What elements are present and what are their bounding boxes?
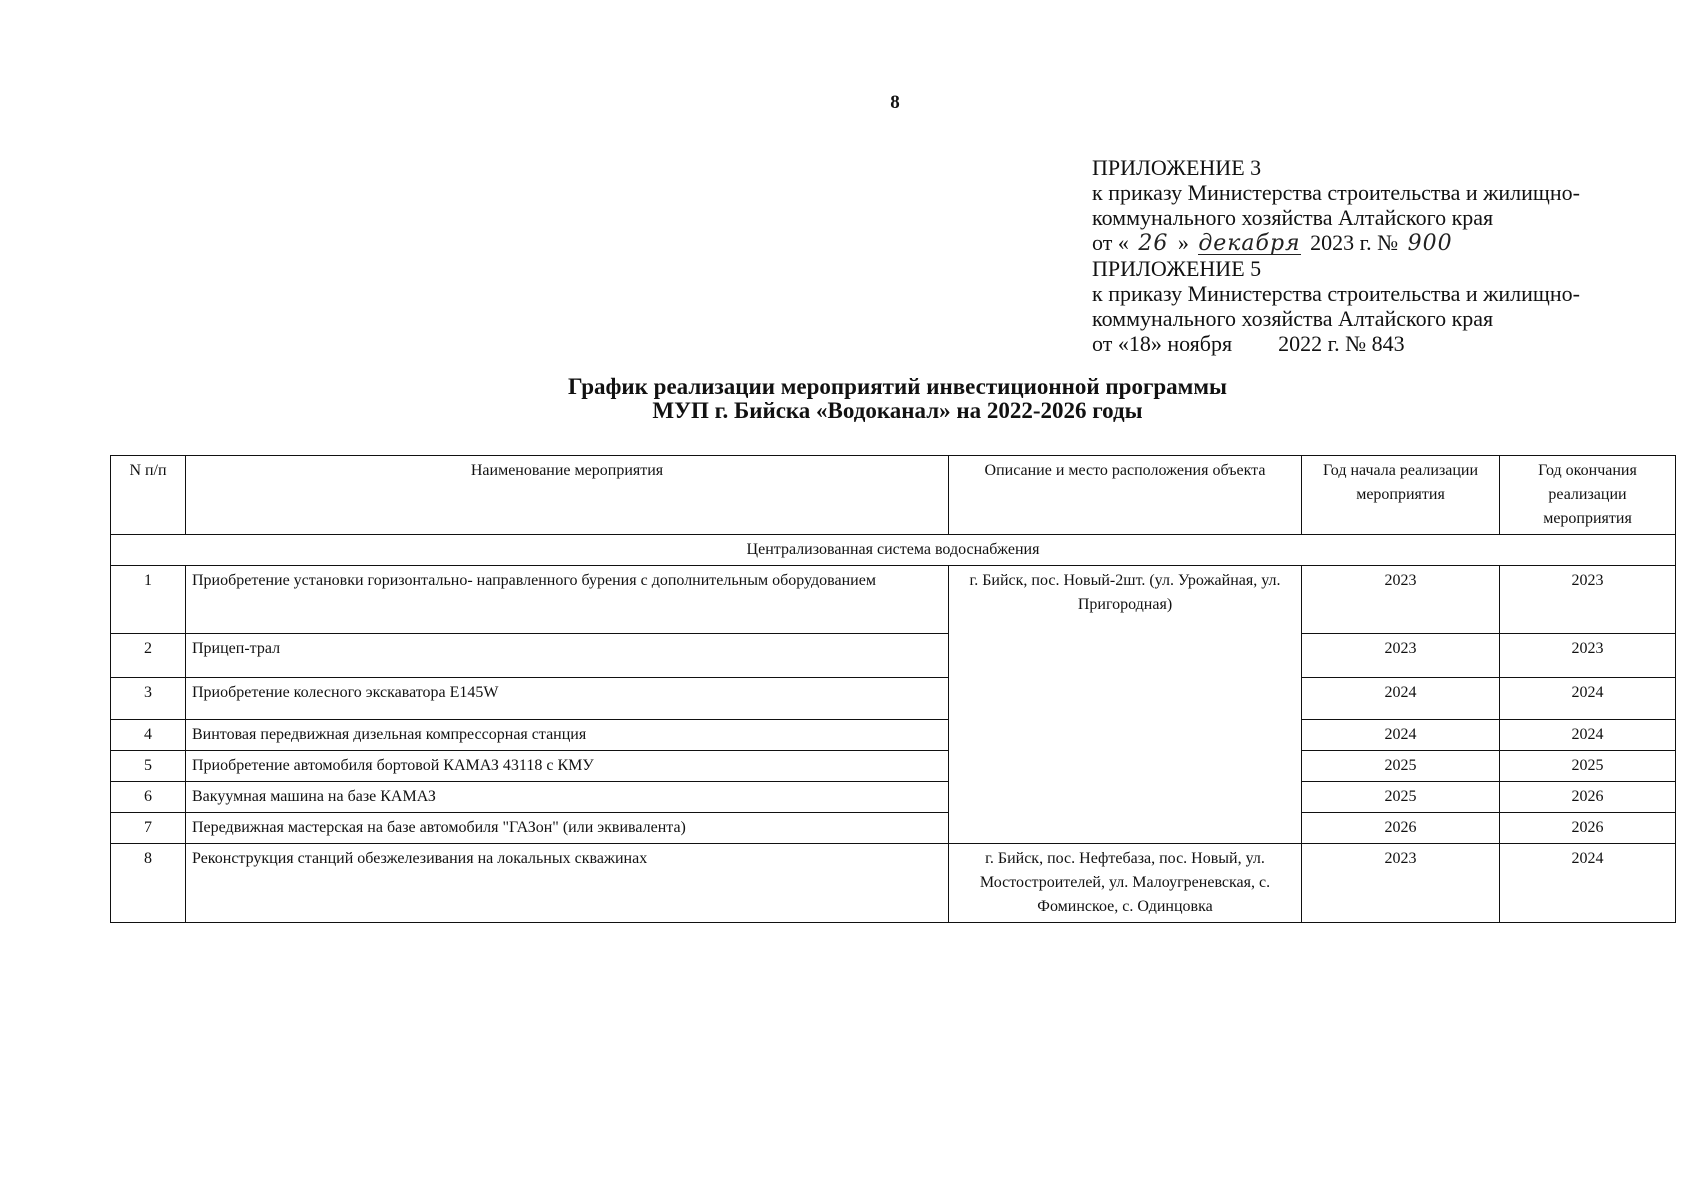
row-start-year: 2024 [1302, 678, 1500, 720]
appendix-3-month-handwritten: декабря [1198, 231, 1301, 256]
appendix-5-order: к приказу Министерства строительства и жилищно- [1092, 281, 1580, 306]
row-start-year: 2025 [1302, 782, 1500, 813]
row-desc-group-1: г. Бийск, пос. Новый-2шт. (ул. Урожайная, ул. Пригородная) [949, 566, 1302, 844]
row-name: Прицеп-трал [186, 634, 949, 678]
appendix-3-order-cont: коммунального хозяйства Алтайского края [1092, 205, 1494, 230]
row-start-year: 2026 [1302, 813, 1500, 844]
appendix-5-date [1092, 331, 1682, 356]
row-num: 7 [111, 813, 186, 844]
row-end-year: 2024 [1500, 720, 1676, 751]
row-name: Приобретение установки горизонтально- направленного бурения с дополнительным оборудованием [186, 566, 949, 634]
row-start-year: 2023 [1302, 566, 1500, 634]
table-row [111, 751, 1676, 782]
table-row [111, 844, 1676, 923]
header-num: N п/п [111, 456, 186, 535]
table-row [111, 634, 1676, 678]
title-line-1: График реализации мероприятий инвестиционной программы [568, 374, 1227, 399]
row-start-year: 2024 [1302, 720, 1500, 751]
appendix-3-day-handwritten: 26 [1138, 231, 1169, 256]
appendix-5-year: 2022 г. № 843 [1278, 331, 1405, 356]
appendix-3-number-handwritten: 900 [1407, 231, 1453, 256]
row-desc-group-2: г. Бийск, пос. Нефтебаза, пос. Новый, ул. Мостостроителей, ул. Малоугреневская, с. Фоминское, с. Одинцовка [949, 844, 1302, 923]
row-name: Винтовая передвижная дизельная компрессорная станция [186, 720, 949, 751]
appendix-3-date-prefix: от « [1092, 230, 1129, 255]
header-end-year: Год окончания реализации мероприятия [1500, 456, 1676, 535]
row-num: 3 [111, 678, 186, 720]
appendix-3-year: 2023 г. № [1310, 230, 1399, 255]
row-num: 1 [111, 566, 186, 634]
document-title [0, 375, 1697, 423]
row-num: 8 [111, 844, 186, 923]
schedule-table [110, 455, 1676, 923]
appendix-3-order: к приказу Министерства строительства и жилищно- [1092, 180, 1580, 205]
row-end-year: 2026 [1500, 813, 1676, 844]
row-name: Приобретение автомобиля бортовой КАМАЗ 43118 с КМУ [186, 751, 949, 782]
row-start-year: 2025 [1302, 751, 1500, 782]
appendix-3-title: ПРИЛОЖЕНИЕ 3 [1092, 155, 1262, 180]
appendix-3-date [1092, 230, 1682, 256]
row-end-year: 2023 [1500, 566, 1676, 634]
header-desc: Описание и место расположения объекта [949, 456, 1302, 535]
row-end-year: 2023 [1500, 634, 1676, 678]
row-num: 4 [111, 720, 186, 751]
table-header-row [111, 456, 1676, 535]
table-row [111, 813, 1676, 844]
row-name: Передвижная мастерская на базе автомобиля "ГАЗон" (или эквивалента) [186, 813, 949, 844]
row-start-year: 2023 [1302, 844, 1500, 923]
table-row [111, 678, 1676, 720]
section-row [111, 535, 1676, 566]
title-line-2: МУП г. Бийска «Водоканал» на 2022-2026 годы [652, 398, 1143, 423]
appendix-5-order-cont: коммунального хозяйства Алтайского края [1092, 306, 1494, 331]
appendix-3-date-mid: » [1177, 230, 1189, 255]
row-num: 6 [111, 782, 186, 813]
appendix-block [1092, 155, 1682, 356]
row-name: Реконструкция станций обезжелезивания на локальных скважинах [186, 844, 949, 923]
appendix-5-title: ПРИЛОЖЕНИЕ 5 [1092, 256, 1262, 281]
row-end-year: 2024 [1500, 844, 1676, 923]
row-num: 2 [111, 634, 186, 678]
header-start-year: Год начала реализации мероприятия [1302, 456, 1500, 535]
row-start-year: 2023 [1302, 634, 1500, 678]
header-name: Наименование мероприятия [186, 456, 949, 535]
row-end-year: 2024 [1500, 678, 1676, 720]
row-end-year: 2026 [1500, 782, 1676, 813]
table-row [111, 782, 1676, 813]
row-num: 5 [111, 751, 186, 782]
section-title: Централизованная система водоснабжения [111, 535, 1676, 566]
row-name: Приобретение колесного экскаватора Е145W [186, 678, 949, 720]
page-number: 8 [890, 92, 900, 113]
table-row [111, 720, 1676, 751]
appendix-5-date-text: от «18» ноября [1092, 331, 1233, 356]
row-name: Вакуумная машина на базе КАМАЗ [186, 782, 949, 813]
table-row [111, 566, 1676, 634]
row-end-year: 2025 [1500, 751, 1676, 782]
